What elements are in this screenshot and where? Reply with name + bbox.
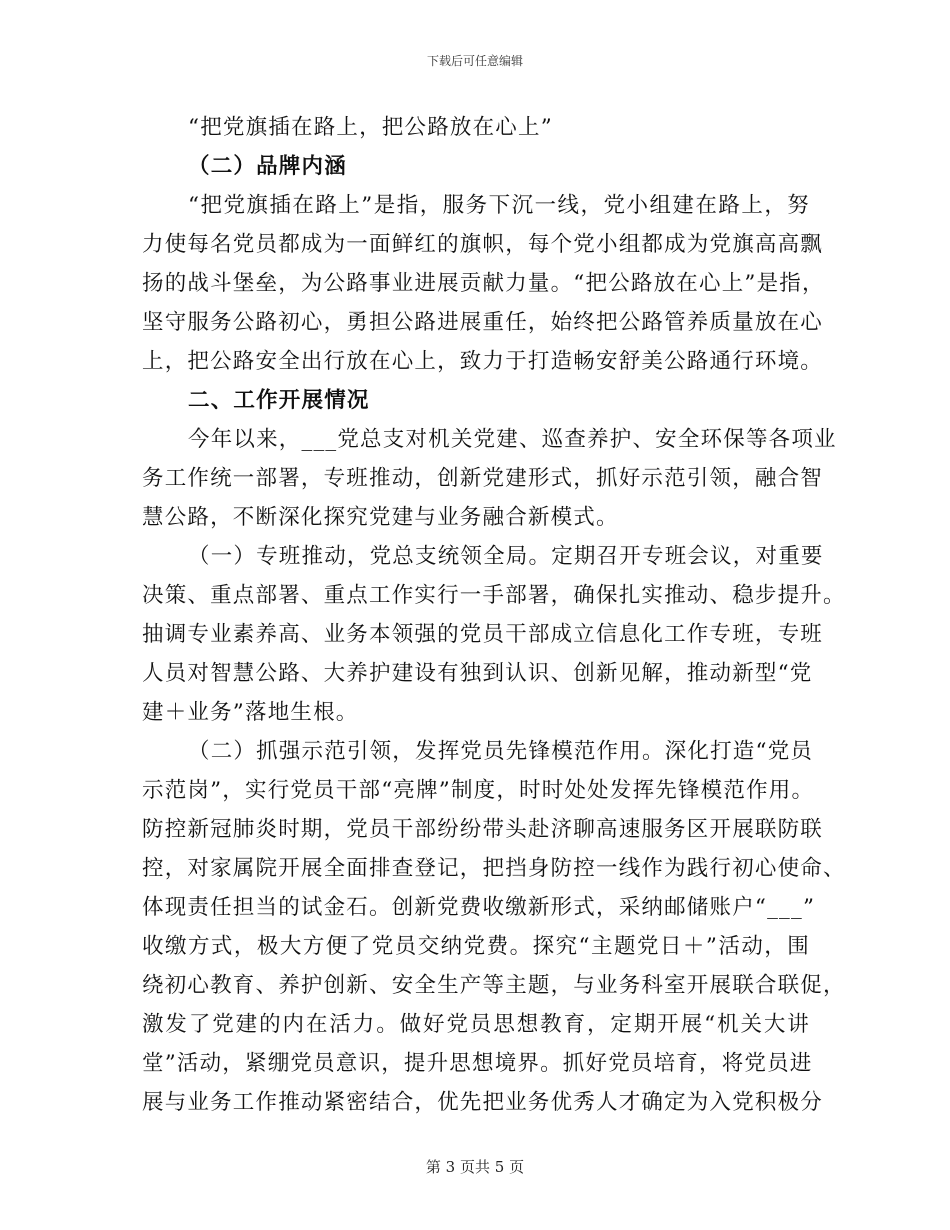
paragraph-line: 扬的战斗堡垒，为公路事业进展贡献力量。“把公路放在心上”是指， <box>142 271 825 296</box>
paragraph-line: 建＋业务”落地生根。 <box>142 700 359 725</box>
paragraph-line: 展与业务工作推动紧密结合，优先把业务优秀人才确定为入党积极分 <box>142 1090 824 1115</box>
paragraph-line: 慧公路，不断深化探究党建与业务融合新模式。 <box>142 505 619 530</box>
paragraph-line: 体现责任担当的试金石。创新党费收缴新形式，采纳邮储账户“___” <box>142 895 816 920</box>
paragraph-line: （一）专班推动，党总支统领全局。定期召开专班会议，对重要 <box>188 544 824 569</box>
paragraph-line: “把党旗插在路上”是指，服务下沉一线，党小组建在路上，努 <box>188 193 810 218</box>
paragraph-line: 决策、重点部署、重点工作实行一手部署，确保扎实推动、稳步提升。 <box>142 583 846 608</box>
document-body <box>142 108 846 1122</box>
paragraph-line: 力使每名党员都成为一面鲜红的旗帜，每个党小组都成为党旗高高飘 <box>142 232 824 257</box>
paragraph-line: 人员对智慧公路、大养护建设有独到认识、创新见解，推动新型“党 <box>142 661 813 686</box>
paragraph-line: 抽调专业素养高、业务本领强的党员干部成立信息化工作专班，专班 <box>142 622 824 647</box>
paragraph-line: 堂”活动，紧绷党员意识，提升思想境界。抓好党员培育，将党员进 <box>142 1051 813 1076</box>
paragraph-line: 坚守服务公路初心，勇担公路进展重任，始终把公路管养质量放在心 <box>142 310 824 335</box>
paragraph-line: 激发了党建的内在活力。做好党员思想教育，定期开展“机关大讲 <box>142 1012 810 1037</box>
paragraph-line: 务工作统一部署，专班推动，创新党建形式，抓好示范引领，融合智 <box>142 466 824 491</box>
section-heading: （二）品牌内涵 <box>188 154 347 179</box>
paragraph-line: 示范岗”，实行党员干部“亮牌”制度，时时处处发挥先锋模范作用。 <box>142 778 815 803</box>
paragraph-line: 上，把公路安全出行放在心上，致力于打造畅安舒美公路通行环境。 <box>142 349 824 374</box>
paragraph-line: 收缴方式，极大方便了党员交纳党费。探究“主题党日＋”活动，围 <box>142 934 810 959</box>
paragraph-line: 绕初心教育、养护创新、安全生产等主题，与业务科室开展联合联促， <box>142 973 846 998</box>
paragraph-line: 防控新冠肺炎时期，党员干部纷纷带头赴济聊高速服务区开展联防联 <box>142 817 824 842</box>
section-heading: 二、工作开展情况 <box>188 388 370 413</box>
page-header: 下载后可任意编辑 <box>426 54 523 68</box>
paragraph-line: （二）抓强示范引领，发挥党员先锋模范作用。深化打造“党员 <box>188 739 814 764</box>
page-footer: 第 3 页共 5 页 <box>425 1158 525 1176</box>
paragraph-line: 控，对家属院开展全面排查登记，把挡身防控一线作为践行初心使命、 <box>142 856 846 881</box>
paragraph-line: 今年以来，___党总支对机关党建、巡查养护、安全环保等各项业 <box>188 427 837 452</box>
paragraph-line: “把党旗插在路上，把公路放在心上” <box>188 115 553 140</box>
